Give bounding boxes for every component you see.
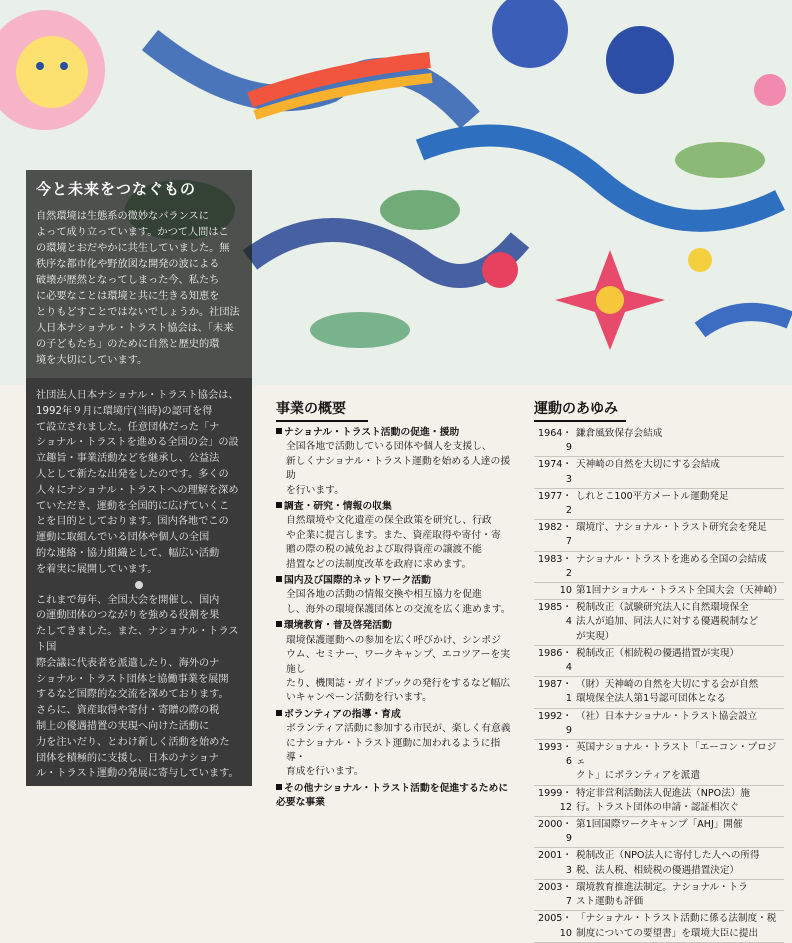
history-date: 1974・3 bbox=[537, 459, 572, 485]
history-row bbox=[534, 552, 784, 583]
history-row bbox=[534, 583, 784, 600]
history-event: （財）天神崎の自然を大切にする会が自然 環境保全法人第1号認可団体となる bbox=[576, 679, 759, 705]
history-event: 税制改正（NPO法人に寄付した人への所得 税、法人税、相続税の優遇措置決定） bbox=[576, 850, 760, 876]
history-date: 10 bbox=[559, 585, 572, 597]
history-date: 1993・6 bbox=[537, 742, 572, 768]
history-event: 税制改正（相続税の優遇措置が実現） bbox=[576, 647, 740, 659]
business-overview bbox=[276, 398, 514, 811]
history-event: 第1回国際ワークキャンプ「AHJ」開催 bbox=[576, 819, 743, 831]
intro-title: 今と未来をつなぐもの bbox=[36, 180, 197, 198]
history-event: ナショナル・トラストを進める全国の会結成 bbox=[576, 553, 767, 565]
history-row bbox=[534, 817, 784, 848]
history-date: 1985・4 bbox=[537, 602, 572, 628]
history-event: 英国ナショナル・トラスト「エーコン・プロジェ クト」にボランティアを派遣 bbox=[576, 742, 777, 782]
business-list bbox=[276, 426, 514, 811]
bullet-icon bbox=[276, 710, 282, 716]
history-date: 1982・7 bbox=[537, 522, 572, 548]
history-row bbox=[534, 786, 784, 817]
history-section bbox=[534, 398, 784, 943]
about-panel bbox=[26, 378, 252, 786]
business-item: ボランティアの指導・育成 ボランティア活動に参加する市民が、楽しく有意義 にナショナル・トラスト運動に加われるように指導・ 育成を行います。 bbox=[276, 708, 514, 780]
history-date: 1983・2 bbox=[537, 553, 572, 579]
bullet-icon bbox=[276, 576, 282, 582]
history-date: 2001・3 bbox=[537, 850, 572, 876]
history-event: しれとこ100平方メートル運動発足 bbox=[576, 490, 729, 502]
business-item: ナショナル・トラスト活動の促進・援助 全国各地で活動している団体や個人を支援し、 新しくナショナル・トラスト運動を始める人達の援助 を行います。 bbox=[276, 426, 514, 498]
history-date: 1999・12 bbox=[537, 787, 572, 813]
history-event: 環境教育推進法制定。ナショナル・トラ スト運動も評価 bbox=[576, 881, 748, 908]
history-date: 2000・9 bbox=[537, 819, 572, 845]
history-event: 環境庁、ナショナル・トラスト研究会を発足 bbox=[576, 522, 767, 534]
business-heading: 事業の概要 bbox=[276, 398, 368, 422]
history-list bbox=[534, 426, 784, 943]
business-item: 環境教育・普及啓発活動 環境保護運動への参加を広く呼びかけ、シンポジ ウム、セミナー、ワークキャンプ、エコツアーを実施し たり、機関誌・ガイドブックの発行をするなど幅広 いキャンペーン活動を行います。 bbox=[276, 619, 514, 705]
history-event: 第1回ナショナル・トラスト全国大会（天神崎） bbox=[576, 585, 783, 597]
history-date: 1987・1 bbox=[537, 679, 572, 705]
history-date: 1992・9 bbox=[537, 710, 572, 736]
history-row bbox=[534, 646, 784, 677]
bullet-icon bbox=[276, 621, 282, 627]
history-row bbox=[534, 426, 784, 457]
history-row bbox=[534, 740, 784, 786]
intro-body: 自然環境は生態系の微妙なバランスに よって成り立っています。かつて人間はこ の環境とおだやかに共生していました。無 秩序な都市化や野放図な開発の波による 破壊が歴然となってしまった今、私たち に必要なことは環境と共に生きる知恵を とりもどすことではないでしょうか。社団法 人日本ナショナル・トラスト協会は、「未来 の子どもたち」のために自然と歴史的環 境を大切にしています。 bbox=[36, 211, 240, 366]
history-date: 1977・2 bbox=[537, 490, 572, 517]
history-date: 2003・7 bbox=[537, 881, 572, 908]
history-event: 税制改正（試験研究法人に自然環境保全 法人が追加、同法人に対する優遇税制など が実現） bbox=[576, 602, 759, 642]
business-item: 調査・研究・情報の収集 自然環境や文化遺産の保全政策を研究し、行政 や企業に提言します。また、資産取得や寄付・寄 贈の際の税の減免および取得資産の譲渡不能 措置などの法制度改革を政府に求めます。 bbox=[276, 500, 514, 572]
history-row bbox=[534, 880, 784, 911]
separator-dot bbox=[135, 581, 143, 589]
history-row bbox=[534, 911, 784, 942]
business-item: その他ナショナル・トラスト活動を促進するために 必要な事業 bbox=[276, 782, 509, 809]
history-event: 特定非営利活動法人促進法（NPO法）施 行。トラスト団体の申請・認証相次ぐ bbox=[576, 787, 751, 813]
history-row bbox=[534, 600, 784, 646]
bullet-icon bbox=[276, 784, 282, 790]
about-paragraph-2: これまで毎年、全国大会を開催し、国内 の運動団体のつながりを強める役割を果 たしてきました。また、ナショナル・トラスト国 際会議に代表者を派遣したり、海外のナ ショナル・トラスト団体と協働事業を展開 するなど国際的な交流を深めております。 さらに、資産取得や寄付・寄贈の際の税 制上の優遇措置の実現へ向けた活動に 力を注いだり、とわけ新しく活動を始めた 団体を積極的に支援し、日本のナショナ ル・トラスト運動の発展に寄与しています。 bbox=[36, 594, 239, 780]
history-heading: 運動のあゆみ bbox=[534, 398, 626, 422]
history-row bbox=[534, 709, 784, 740]
history-row bbox=[534, 848, 784, 879]
intro-panel bbox=[26, 170, 252, 378]
history-event: （社）日本ナショナル・トラスト協会設立 bbox=[576, 710, 758, 722]
history-event: 鎌倉風致保存会結成 bbox=[576, 428, 663, 439]
bullet-icon bbox=[276, 428, 282, 434]
history-date: 1986・4 bbox=[537, 647, 572, 674]
history-date: 1964・9 bbox=[537, 428, 572, 454]
bullet-icon bbox=[276, 502, 282, 508]
about-paragraph-1: 社団法人日本ナショナル・トラスト協会は、 1992年９月に環境庁(当時)の認可を得 て設立されました。任意団体だった「ナ ショナル・トラストを進める全国の会」の設 立趣旨・事業活動などを継承し、公益法 人として新たな出発をしたのです。多くの 人々にナショナル・トラストへの理解を深め ていただき、運動を全国的に広げていくこ とを目的としております。国内各地でこの 運動に取組んでいる団体や個人の全国 的な連絡・協力組織として、幅広い活動 を着実に展開しています。 bbox=[36, 390, 239, 575]
history-row bbox=[534, 489, 784, 520]
history-row bbox=[534, 677, 784, 708]
history-row bbox=[534, 457, 784, 488]
business-item: 国内及び国際的ネットワーク活動 全国各地の活動の情報交換や相互協力を促進 し、海外の環境保護団体との交流を広く進めます。 bbox=[276, 574, 514, 617]
history-row bbox=[534, 520, 784, 551]
history-date: 2005・10 bbox=[537, 913, 572, 939]
history-event: 「ナショナル・トラスト活動に係る法制度・税 制度についての要望書」を環境大臣に提出 bbox=[576, 913, 777, 939]
history-event: 天神崎の自然を大切にする会結成 bbox=[576, 459, 720, 471]
